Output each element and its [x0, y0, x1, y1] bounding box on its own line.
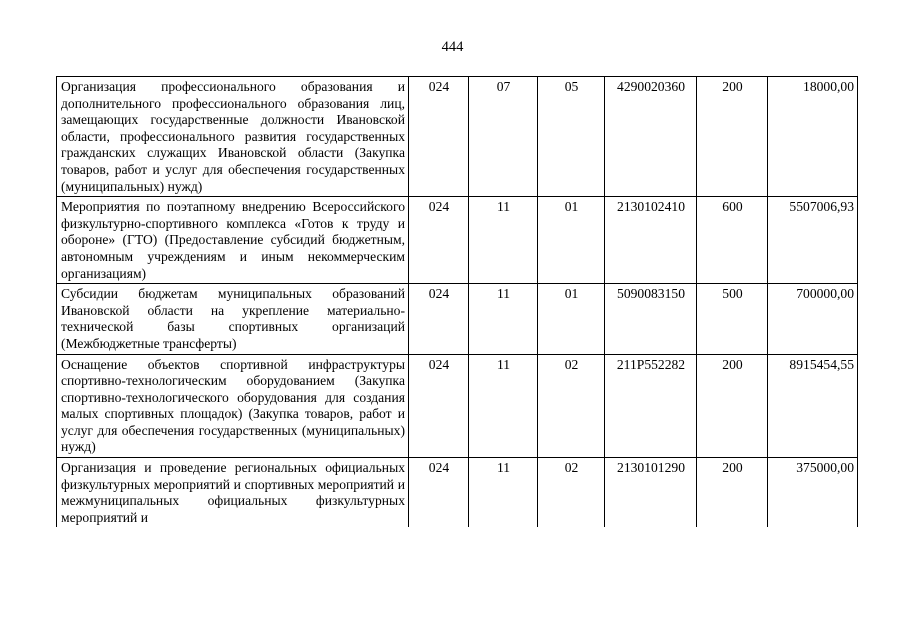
row-ministry-code: 024	[409, 354, 469, 458]
row-target-article: 2130101290	[605, 458, 697, 528]
row-section-code: 07	[469, 77, 538, 197]
row-description: Мероприятия по поэтапному внедрению Всероссийского физкультурно-спортивного комплекса «Готов к труду и обороне» (ГТО) (Предоставление субсидий бюджетным, автономным учреждениям и иным некоммерческим организациям)	[57, 197, 409, 284]
row-section-code: 11	[469, 197, 538, 284]
row-description: Организация профессионального образования и дополнительного профессионального образования лиц, замещающих государственные должности Ивановской области, профессионального развития государственных гражданских служащих Ивановской области (Закупка товаров, работ и услуг для обеспечения государственных (муниципальных) нужд)	[57, 77, 409, 197]
table-row	[57, 458, 858, 528]
table-row	[57, 197, 858, 284]
row-amount: 700000,00	[768, 284, 858, 354]
row-target-article: 2130102410	[605, 197, 697, 284]
table-row	[57, 77, 858, 197]
page-number: 444	[441, 39, 464, 55]
row-subsection-code: 01	[538, 197, 605, 284]
row-section-code: 11	[469, 354, 538, 458]
table-row	[57, 354, 858, 458]
row-ministry-code: 024	[409, 284, 469, 354]
row-expense-type: 500	[697, 284, 768, 354]
row-amount: 8915454,55	[768, 354, 858, 458]
row-target-article: 5090083150	[605, 284, 697, 354]
row-subsection-code: 02	[538, 354, 605, 458]
row-target-article: 211P552282	[605, 354, 697, 458]
row-section-code: 11	[469, 458, 538, 528]
row-subsection-code: 05	[538, 77, 605, 197]
row-description: Оснащение объектов спортивной инфраструктуры спортивно-технологическим оборудованием (Закупка спортивно-технологического оборудования для создания малых спортивных площадок) (Закупка товаров, работ и услуг для обеспечения государственных (муниципальных) нужд)	[57, 354, 409, 458]
row-amount: 375000,00	[768, 458, 858, 528]
row-description: Организация и проведение региональных официальных физкультурных мероприятий и спортивных мероприятий и межмуниципальных официальных физкультурных мероприятий и	[57, 458, 409, 528]
row-section-code: 11	[469, 284, 538, 354]
row-ministry-code: 024	[409, 458, 469, 528]
row-amount: 5507006,93	[768, 197, 858, 284]
budget-table	[56, 76, 858, 527]
row-expense-type: 200	[697, 354, 768, 458]
row-expense-type: 200	[697, 77, 768, 197]
row-expense-type: 600	[697, 197, 768, 284]
table-row	[57, 284, 858, 354]
row-ministry-code: 024	[409, 197, 469, 284]
row-subsection-code: 01	[538, 284, 605, 354]
row-ministry-code: 024	[409, 77, 469, 197]
row-subsection-code: 02	[538, 458, 605, 528]
row-description: Субсидии бюджетам муниципальных образований Ивановской области на укрепление материально-технической базы спортивных организаций (Межбюджетные трансферты)	[57, 284, 409, 354]
row-amount: 18000,00	[768, 77, 858, 197]
row-target-article: 4290020360	[605, 77, 697, 197]
row-expense-type: 200	[697, 458, 768, 528]
